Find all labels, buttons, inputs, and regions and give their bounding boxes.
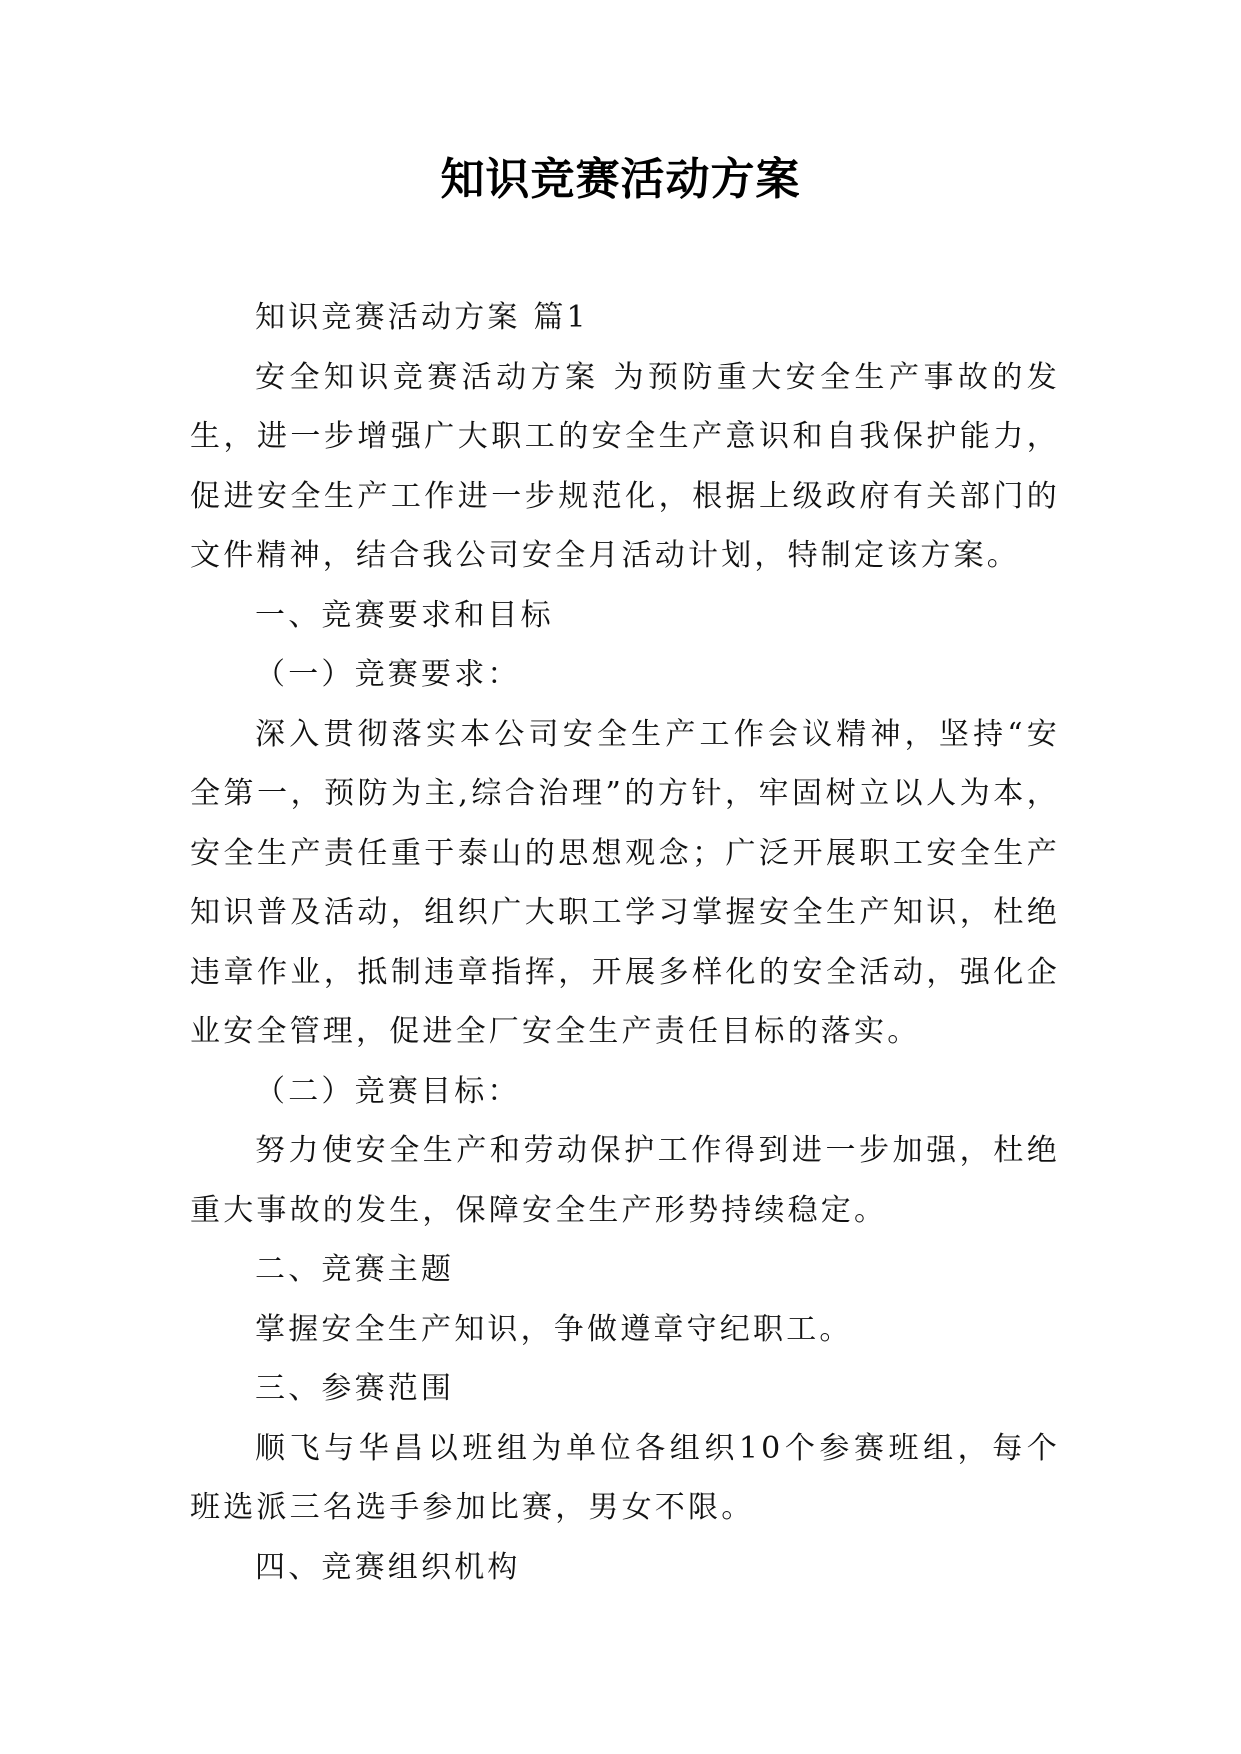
document-title: 知识竞赛活动方案 [440,154,801,205]
section-heading-part1: 知识竞赛活动方案 篇1 [255,300,589,335]
scope-paragraph: 顺飞与华昌以班组为单位各组织10个参赛班组，每个班选派三名选手参加比赛，男女不限。 [190,1430,1060,1525]
heading-scope: 三、参赛范围 [255,1371,455,1406]
heading-requirements-goals: 一、竞赛要求和目标 [255,597,554,633]
heading-theme: 二、竞赛主题 [255,1252,455,1287]
goals-paragraph: 努力使安全生产和劳动保护工作得到进一步加强，杜绝重大事故的发生，保障安全生产形势持续稳定。 [190,1133,1060,1228]
document-body [190,288,1060,1597]
theme-paragraph: 掌握安全生产知识，争做遵章守纪职工。 [255,1311,853,1347]
heading-organization: 四、竞赛组织机构 [255,1549,521,1585]
intro-paragraph: 安全知识竞赛活动方案 为预防重大安全生产事故的发生，进一步增强广大职工的安全生产意识和自我保护能力，促进安全生产工作进一步规范化，根据上级政府有关部门的文件精神，结合我公司安全月活动计划，特制定该方案。 [190,359,1060,573]
subheading-goals: （二）竞赛目标： [255,1073,521,1109]
requirements-paragraph: 深入贯彻落实本公司安全生产工作会议精神，坚持“安全第一，预防为主,综合治理”的方针，牢固树立以人为本，安全生产责任重于泰山的思想观念；广泛开展职工安全生产知识普及活动，组织广大职工学习掌握安全生产知识，杜绝违章作业，抵制违章指挥，开展多样化的安全活动，强化企业安全管理，促进全厂安全生产责任目标的落实。 [190,716,1060,1049]
subheading-requirements: （一）竞赛要求： [255,657,521,692]
